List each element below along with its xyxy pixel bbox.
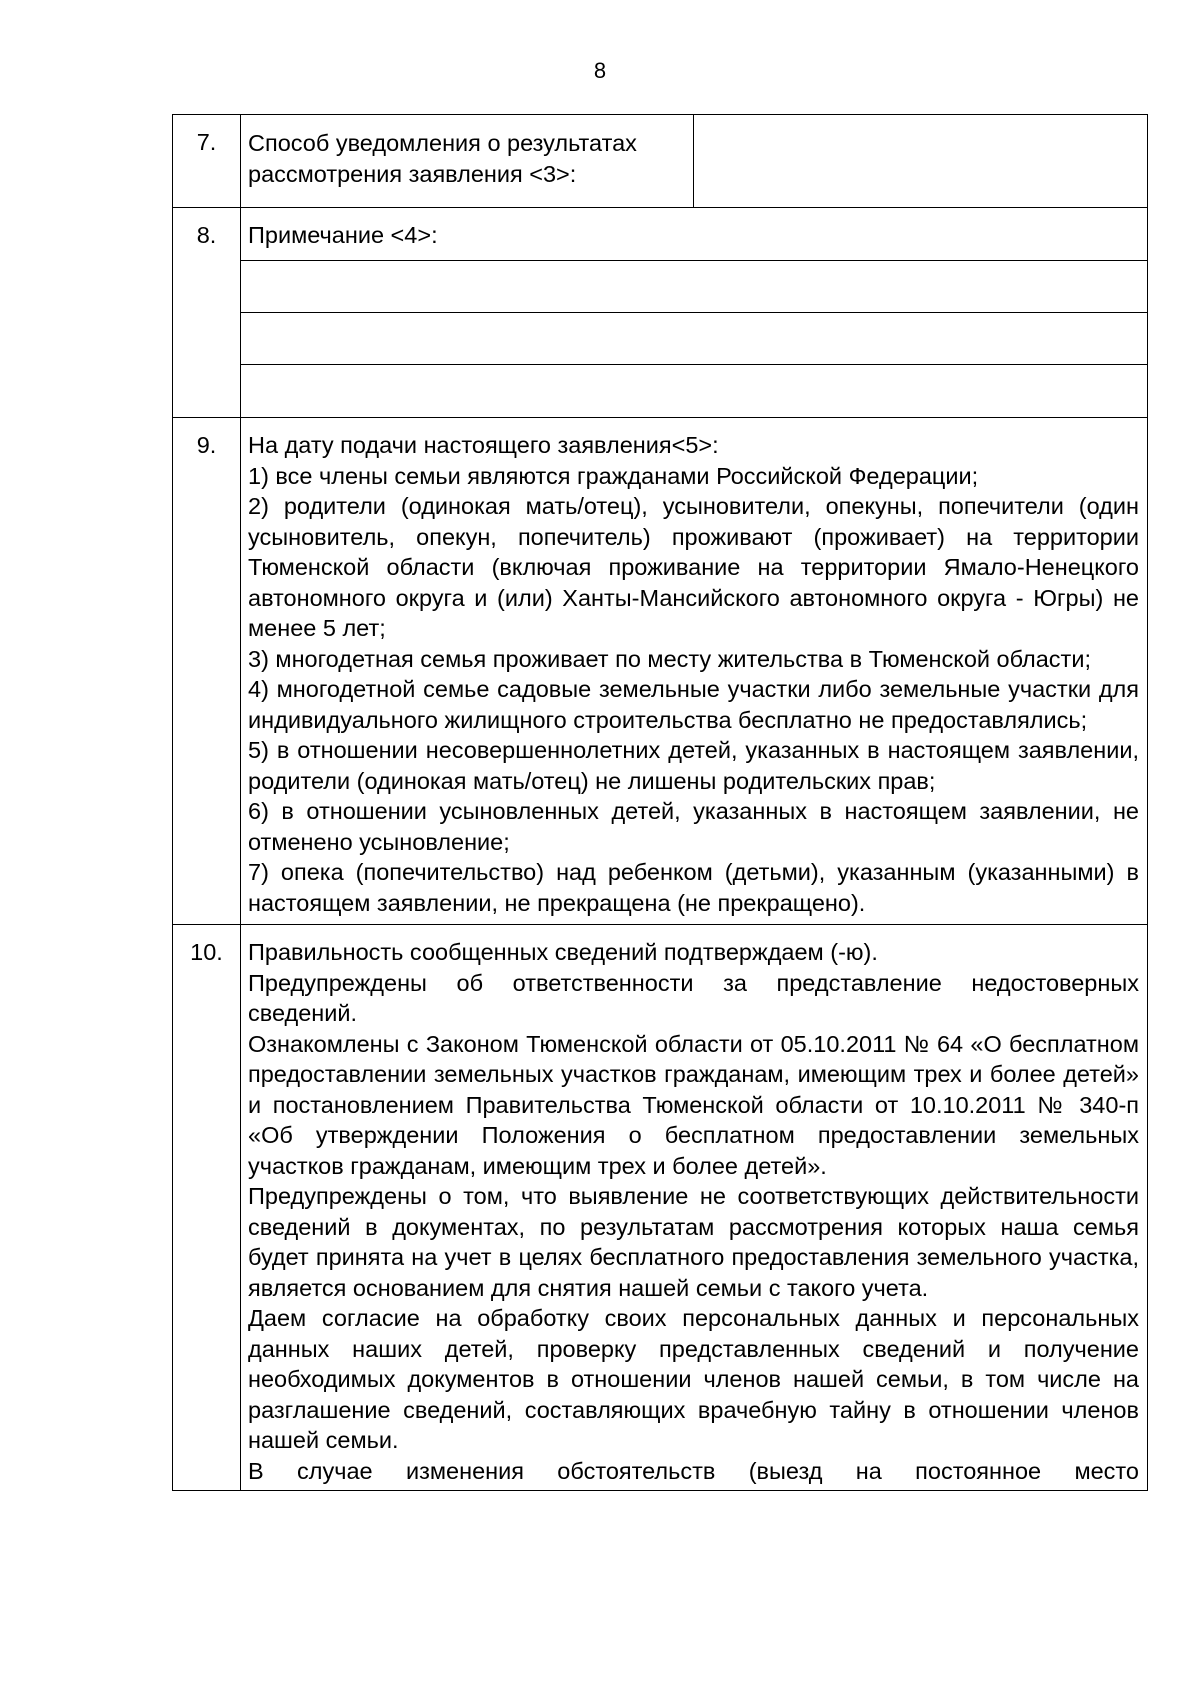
paragraph: 3) многодетная семья проживает по месту жительства в Тюменской области; [248,645,1091,672]
label-line: рассмотрения заявления <3>: [248,160,577,187]
paragraph: В случае изменения обстоятельств (выезд на постоянное место [248,1457,1139,1484]
paragraph: 4) многодетной семье садовые земельные участки либо земельные участки для индивидуального жилищного строительства бесплатно не предоставлялись; [248,676,1139,733]
note-label-cell [241,208,1148,261]
notification-method-value-field[interactable] [694,115,1148,208]
row-9 [173,418,1148,925]
paragraph: 6) в отношении усыновленных детей, указанных в настоящем заявлении, не отменено усыновление; [248,798,1139,855]
label-line: Способ уведомления о результатах [248,130,637,156]
paragraph: 5) в отношении несовершеннолетних детей, указанных в настоящем заявлении, родители (одинокая мать/отец) не лишены родительских прав; [248,737,1139,794]
paragraph: Предупреждены о том, что выявление не соответствующих действительности сведений в документах, по результатам рассмотрения которых наша семья будет принята на учет в целях бесплатного предоставления земельного участка, является основанием для снятия нашей семьи с такого учета. [248,1183,1139,1301]
row-7 [173,115,1148,208]
note-blank-line-2[interactable] [241,313,1148,365]
paragraph: Предупреждены об ответственности за представление недостоверных сведений. [248,969,1139,1026]
note-blank-line-1[interactable] [241,261,1148,313]
note-blank-row [173,261,1148,313]
paragraph: 2) родители (одинокая мать/отец), усыновители, опекуны, попечители (один усыновитель, опекун, попечитель) проживают (проживает) на территории Тюменской области (включая проживание на территории Ямало-Ненецкого автономного округа и (или) Ханты-Мансийского автономного округа - Югры) не менее 5 лет; [248,493,1139,641]
note-blank-row [173,313,1148,365]
row-number: 9. [173,418,241,925]
paragraph: 7) опека (попечительство) над ребенком (детьми), указанным (указанными) в настоящем заявлении, не прекращена (не прекращено). [248,859,1139,916]
row-10 [173,925,1148,1491]
page-number: 8 [593,58,607,83]
declarations-cell [241,925,1148,1491]
row-number: 8. [173,208,241,418]
paragraph: На дату подачи настоящего заявления<5>: [248,432,719,458]
conditions-cell [241,418,1148,925]
row-8 [173,208,1148,261]
note-blank-row [173,365,1148,418]
application-form-table [172,114,1148,1491]
row-number: 10. [173,925,241,1491]
paragraph: 1) все члены семьи являются гражданами Российской Федерации; [248,462,979,489]
paragraph: Ознакомлены с Законом Тюменской области от 05.10.2011 № 64 «О бесплатном предоставлении земельных участков гражданам, имеющим трех и более детей» и постановлением Правительства Тюменской области от 10.10.2011 № 340-п «Об утверждении Положения о бесплатном предоставлении земельных участков гражданам, имеющим трех и более детей». [248,1030,1139,1179]
notification-method-label [241,115,694,208]
note-blank-line-3[interactable] [241,365,1148,418]
note-label: Примечание <4>: [248,222,438,248]
paragraph: Даем согласие на обработку своих персональных данных и персональных данных наших детей, проверку представленных сведений и получение необходимых документов в отношении членов нашей семьи, в том числе на разглашение сведений, составляющих врачебную тайну в отношении членов нашей семьи. [248,1305,1139,1453]
row-number: 7. [173,115,241,208]
paragraph: Правильность сообщенных сведений подтверждаем (-ю). [248,939,878,965]
